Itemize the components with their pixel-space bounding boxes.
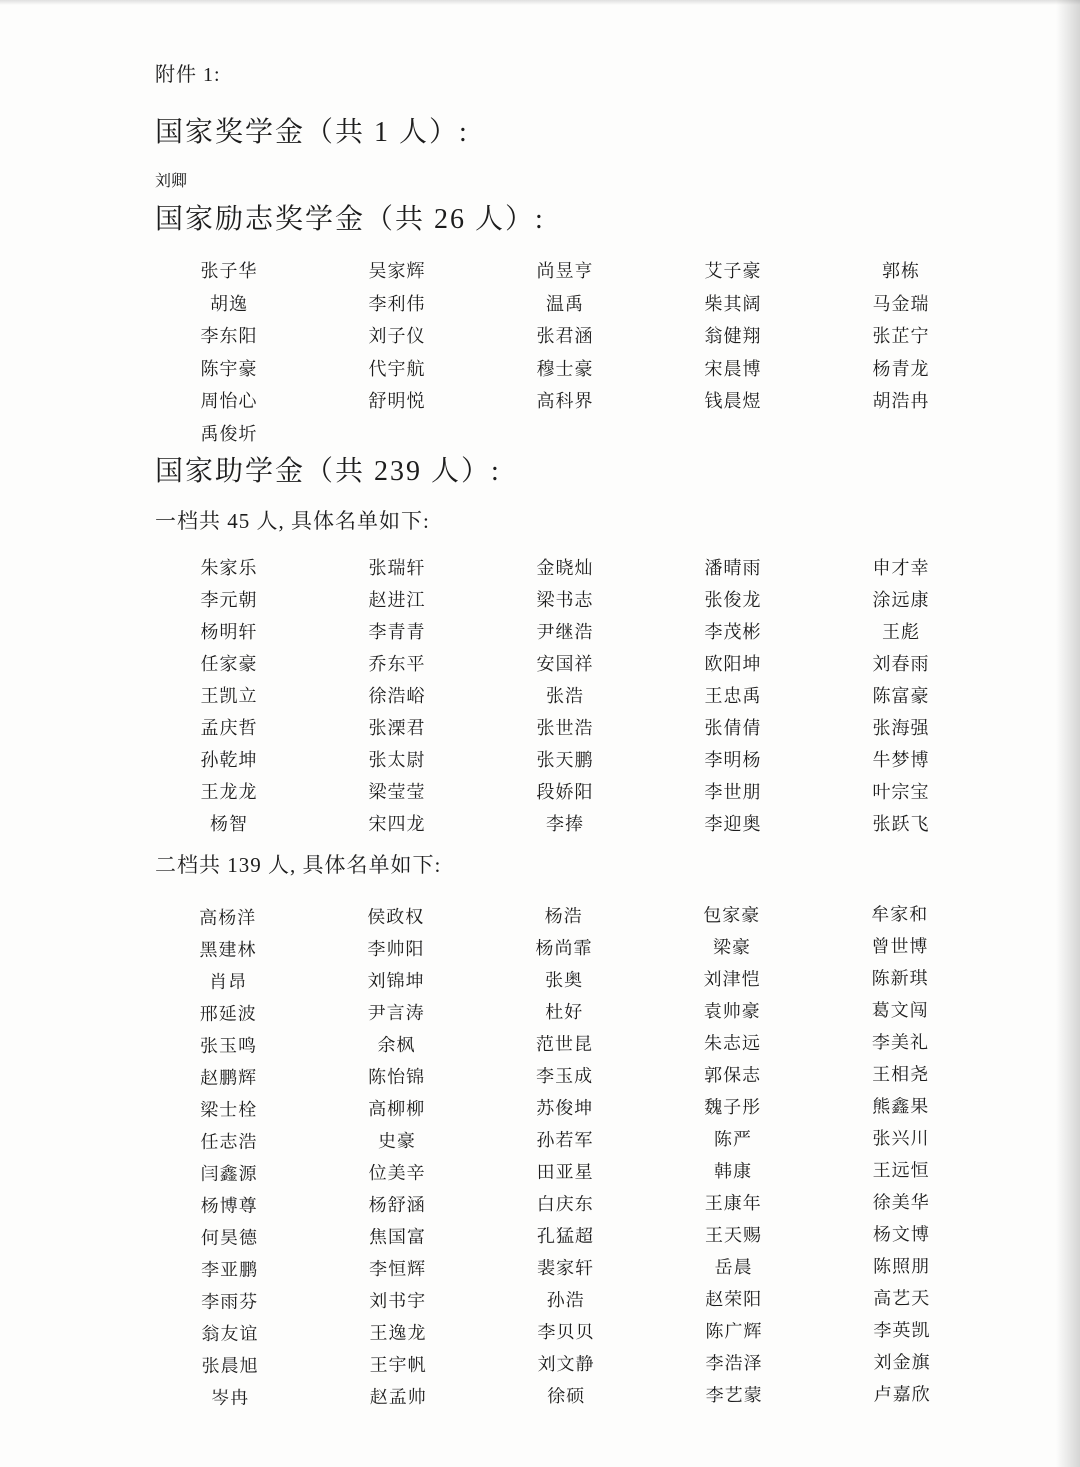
name-row <box>145 1090 985 1126</box>
recipient-name: 张天鹏 <box>536 750 594 770</box>
recipient-name: 柴其阔 <box>704 293 762 314</box>
recipient-name: 禹俊圻 <box>200 423 258 444</box>
name-row <box>145 1058 985 1094</box>
name-row <box>145 418 985 451</box>
name-row <box>145 712 985 744</box>
recipient-name: 刘春雨 <box>872 654 930 674</box>
recipient-name: 郭保志 <box>704 1064 762 1086</box>
recipient-name: 王天赐 <box>704 1224 762 1246</box>
name-row <box>145 616 985 648</box>
name-row <box>144 898 984 934</box>
name-row <box>146 1250 986 1286</box>
recipient-name: 钱晨煜 <box>704 391 762 411</box>
attachment-label: 附件 1: <box>155 64 221 86</box>
recipient-name <box>817 418 985 451</box>
recipient-name: 杨尚霏 <box>535 937 593 959</box>
recipient-name <box>649 418 817 451</box>
recipient-name: 宋四龙 <box>368 814 426 834</box>
recipient-name: 段娇阳 <box>536 782 594 802</box>
name-row <box>145 648 985 680</box>
recipient-name: 李恒辉 <box>369 1258 427 1280</box>
recipient-name: 韩康 <box>714 1161 753 1182</box>
recipient-name: 赵孟帅 <box>369 1386 427 1408</box>
grant-tier1-name-grid <box>145 552 985 840</box>
recipient-name: 赵进江 <box>368 590 426 610</box>
recipient-name: 陈严 <box>713 1129 752 1150</box>
recipient-name: 陈宇豪 <box>200 358 258 379</box>
recipient-name: 穆士豪 <box>536 358 594 379</box>
recipient-name: 张君涵 <box>536 326 594 346</box>
recipient-name: 牛梦博 <box>872 750 930 770</box>
recipient-name: 任家豪 <box>200 654 258 674</box>
recipient-name: 牟家和 <box>871 904 929 925</box>
recipient-name: 田亚星 <box>536 1161 594 1183</box>
recipient-name: 岑冉 <box>211 1387 250 1408</box>
name-row <box>145 255 985 288</box>
name-row <box>146 1314 986 1350</box>
recipient-name: 张世浩 <box>536 718 594 738</box>
recipient-name: 魏子彤 <box>704 1096 762 1118</box>
recipient-name: 高科界 <box>536 391 594 411</box>
recipient-name: 李英凯 <box>873 1320 931 1341</box>
recipient-name: 肖昂 <box>209 971 248 992</box>
name-row <box>145 385 985 418</box>
recipient-name: 李元朝 <box>200 590 258 610</box>
recipient-name: 杨智 <box>210 814 248 834</box>
recipient-name: 乔东平 <box>368 654 426 674</box>
recipient-name: 梁书志 <box>536 590 594 610</box>
recipient-name: 白庆东 <box>536 1193 594 1215</box>
recipient-name: 闫鑫源 <box>200 1163 258 1184</box>
name-row <box>144 1026 984 1062</box>
name-row <box>145 552 985 584</box>
recipient-name: 张芷宁 <box>872 326 930 346</box>
recipient-name: 李帅阳 <box>367 938 425 960</box>
recipient-name: 张晨旭 <box>201 1355 259 1376</box>
name-row <box>145 680 985 712</box>
recipient-name: 王宇帆 <box>369 1354 427 1376</box>
recipient-name: 李明杨 <box>704 750 762 770</box>
recipient-name: 杨浩 <box>544 905 583 927</box>
national-scholarship-recipient: 刘卿 <box>155 173 188 190</box>
recipient-name: 李世朋 <box>704 782 762 802</box>
recipient-name: 赵荣阳 <box>705 1288 763 1310</box>
recipient-name: 赵鹏辉 <box>200 1067 258 1088</box>
recipient-name: 杜好 <box>545 1001 584 1023</box>
recipient-name: 李浩泽 <box>705 1352 763 1374</box>
recipient-name <box>313 418 481 451</box>
recipient-name: 卢嘉欣 <box>873 1384 931 1405</box>
name-row <box>144 930 984 966</box>
recipient-name: 朱家乐 <box>200 558 258 578</box>
recipient-name: 欧阳坤 <box>704 654 762 674</box>
recipient-name: 刘文静 <box>537 1353 595 1375</box>
name-row <box>145 1122 985 1158</box>
recipient-name: 邢延波 <box>199 1003 257 1024</box>
recipient-name: 舒明悦 <box>368 391 426 411</box>
recipient-name: 刘子仪 <box>368 326 426 346</box>
recipient-name: 王凯立 <box>200 686 258 706</box>
recipient-name: 张溧君 <box>368 718 426 738</box>
recipient-name: 周怡心 <box>200 391 258 411</box>
recipient-name: 苏俊坤 <box>536 1097 594 1119</box>
recipient-name: 陈照朋 <box>873 1256 931 1277</box>
name-row <box>146 1346 986 1382</box>
name-row <box>144 994 984 1030</box>
recipient-name: 位美辛 <box>368 1162 426 1184</box>
recipient-name: 申才幸 <box>872 558 930 578</box>
recipient-name: 李玉成 <box>536 1065 594 1087</box>
recipient-name: 孙浩 <box>546 1289 585 1311</box>
recipient-name: 朱志远 <box>703 1032 761 1054</box>
grant-tier2-name-grid <box>144 898 987 1414</box>
recipient-name: 尹继浩 <box>536 622 594 642</box>
recipient-name: 张兴川 <box>872 1128 930 1149</box>
recipient-name: 高艺天 <box>873 1288 931 1309</box>
recipient-name: 高杨洋 <box>199 907 257 928</box>
encouragement-name-grid <box>145 255 985 450</box>
recipient-name: 梁士栓 <box>200 1099 258 1120</box>
recipient-name: 代宇航 <box>368 358 426 379</box>
grant-tier2-label: 二档共 139 人, 具体名单如下: <box>155 853 442 877</box>
national-scholarship-title: 国家奖学金（共 1 人）: <box>155 117 469 148</box>
recipient-name: 张子华 <box>200 261 258 281</box>
recipient-name: 侯政权 <box>367 906 425 928</box>
recipient-name: 涂远康 <box>872 590 930 610</box>
recipient-name: 陈怡锦 <box>368 1066 426 1088</box>
recipient-name: 王康年 <box>704 1192 762 1214</box>
recipient-name: 李东阳 <box>200 326 258 346</box>
recipient-name: 王彪 <box>882 622 920 642</box>
recipient-name: 翁健翔 <box>704 326 762 346</box>
recipient-name: 李艺蒙 <box>705 1384 763 1406</box>
recipient-name: 孙乾坤 <box>200 750 258 770</box>
recipient-name: 胡浩冉 <box>872 391 930 411</box>
recipient-name: 孙若军 <box>536 1129 594 1151</box>
recipient-name: 张玉鸣 <box>199 1035 257 1056</box>
recipient-name: 刘书宇 <box>369 1290 427 1312</box>
recipient-name: 张浩 <box>546 686 584 706</box>
recipient-name: 包家豪 <box>703 904 761 926</box>
recipient-name: 潘晴雨 <box>704 558 762 578</box>
recipient-name: 金晓灿 <box>536 558 594 578</box>
recipient-name: 李茂彬 <box>704 622 762 642</box>
name-row <box>145 1218 985 1254</box>
recipient-name: 张跃飞 <box>872 814 930 834</box>
recipient-name: 陈富豪 <box>872 686 930 706</box>
grant-title: 国家助学金（共 239 人）: <box>155 456 501 487</box>
recipient-name: 杨文博 <box>872 1224 930 1245</box>
recipient-name: 翁友谊 <box>201 1323 259 1344</box>
name-row <box>145 744 985 776</box>
name-row <box>145 808 985 840</box>
recipient-name: 李贝贝 <box>537 1321 595 1343</box>
recipient-name: 梁豪 <box>712 937 751 958</box>
recipient-name: 王龙龙 <box>200 782 258 802</box>
recipient-name: 尹言涛 <box>367 1002 425 1024</box>
recipient-name: 徐美华 <box>872 1192 930 1213</box>
name-row <box>145 353 985 386</box>
recipient-name: 李雨芬 <box>201 1291 259 1312</box>
recipient-name: 史豪 <box>377 1130 416 1151</box>
recipient-name: 黑建林 <box>199 939 257 960</box>
recipient-name: 刘津恺 <box>703 968 761 990</box>
name-row <box>146 1282 986 1318</box>
recipient-name: 杨舒涵 <box>368 1194 426 1216</box>
recipient-name: 张太尉 <box>368 750 426 770</box>
recipient-name: 宋晨博 <box>704 358 762 379</box>
recipient-name: 李捧 <box>546 814 584 834</box>
grant-tier1-label: 一档共 45 人, 具体名单如下: <box>155 509 430 533</box>
recipient-name: 张俊龙 <box>704 590 762 610</box>
recipient-name <box>481 418 649 451</box>
recipient-name: 温禹 <box>546 293 584 314</box>
recipient-name: 梁莹莹 <box>368 782 426 802</box>
recipient-name: 李美礼 <box>871 1032 929 1053</box>
recipient-name: 孔猛超 <box>536 1225 594 1247</box>
recipient-name: 李迎奥 <box>704 814 762 834</box>
recipient-name: 葛文闯 <box>871 1000 929 1021</box>
recipient-name: 徐硕 <box>547 1385 586 1407</box>
name-row <box>145 1186 985 1222</box>
recipient-name: 袁帅豪 <box>703 1000 761 1022</box>
recipient-name: 张瑞轩 <box>368 558 426 578</box>
recipient-name: 安国祥 <box>536 654 594 674</box>
recipient-name: 刘锦坤 <box>367 970 425 992</box>
recipient-name: 裴家轩 <box>537 1257 595 1279</box>
recipient-name: 陈新琪 <box>871 968 929 989</box>
recipient-name: 高柳柳 <box>368 1098 426 1120</box>
recipient-name: 吴家辉 <box>368 261 426 281</box>
recipient-name: 余枫 <box>377 1034 416 1055</box>
recipient-name: 王远恒 <box>872 1160 930 1181</box>
recipient-name: 范世昆 <box>535 1033 593 1055</box>
recipient-name: 岳晨 <box>714 1257 753 1278</box>
recipient-name: 熊鑫果 <box>872 1096 930 1117</box>
name-row <box>145 776 985 808</box>
recipient-name: 陈广辉 <box>705 1320 763 1342</box>
name-row <box>144 962 984 998</box>
recipient-name: 杨明轩 <box>200 622 258 642</box>
name-row <box>145 584 985 616</box>
recipient-name: 杨博尊 <box>200 1195 258 1216</box>
recipient-name: 孟庆哲 <box>200 718 258 738</box>
recipient-name: 郭栋 <box>882 261 920 281</box>
name-row <box>145 288 985 321</box>
recipient-name: 王逸龙 <box>369 1322 427 1344</box>
recipient-name: 胡逸 <box>210 293 248 314</box>
recipient-name: 王相尧 <box>872 1064 930 1085</box>
recipient-name: 何昊德 <box>200 1227 258 1248</box>
recipient-name: 曾世博 <box>871 936 929 957</box>
recipient-name: 马金瑞 <box>872 293 930 314</box>
recipient-name: 李亚鹏 <box>201 1259 259 1280</box>
recipient-name: 杨青龙 <box>872 358 930 379</box>
name-row <box>145 1154 985 1190</box>
encouragement-scholarship-title: 国家励志奖学金（共 26 人）: <box>155 204 545 235</box>
recipient-name: 尚昱亨 <box>536 261 594 281</box>
recipient-name: 叶宗宝 <box>872 782 930 802</box>
name-row <box>146 1378 986 1414</box>
recipient-name: 任志浩 <box>200 1131 258 1152</box>
recipient-name: 李青青 <box>368 622 426 642</box>
recipient-name: 张海强 <box>872 718 930 738</box>
recipient-name: 艾子豪 <box>704 261 762 281</box>
recipient-name: 焦国富 <box>368 1226 426 1248</box>
recipient-name: 徐浩峪 <box>368 686 426 706</box>
recipient-name: 张奥 <box>545 969 584 991</box>
name-row <box>145 320 985 353</box>
recipient-name: 李利伟 <box>368 293 426 314</box>
recipient-name: 张倩倩 <box>704 718 762 738</box>
recipient-name: 王忠禹 <box>704 686 762 706</box>
recipient-name: 刘金旗 <box>873 1352 931 1373</box>
